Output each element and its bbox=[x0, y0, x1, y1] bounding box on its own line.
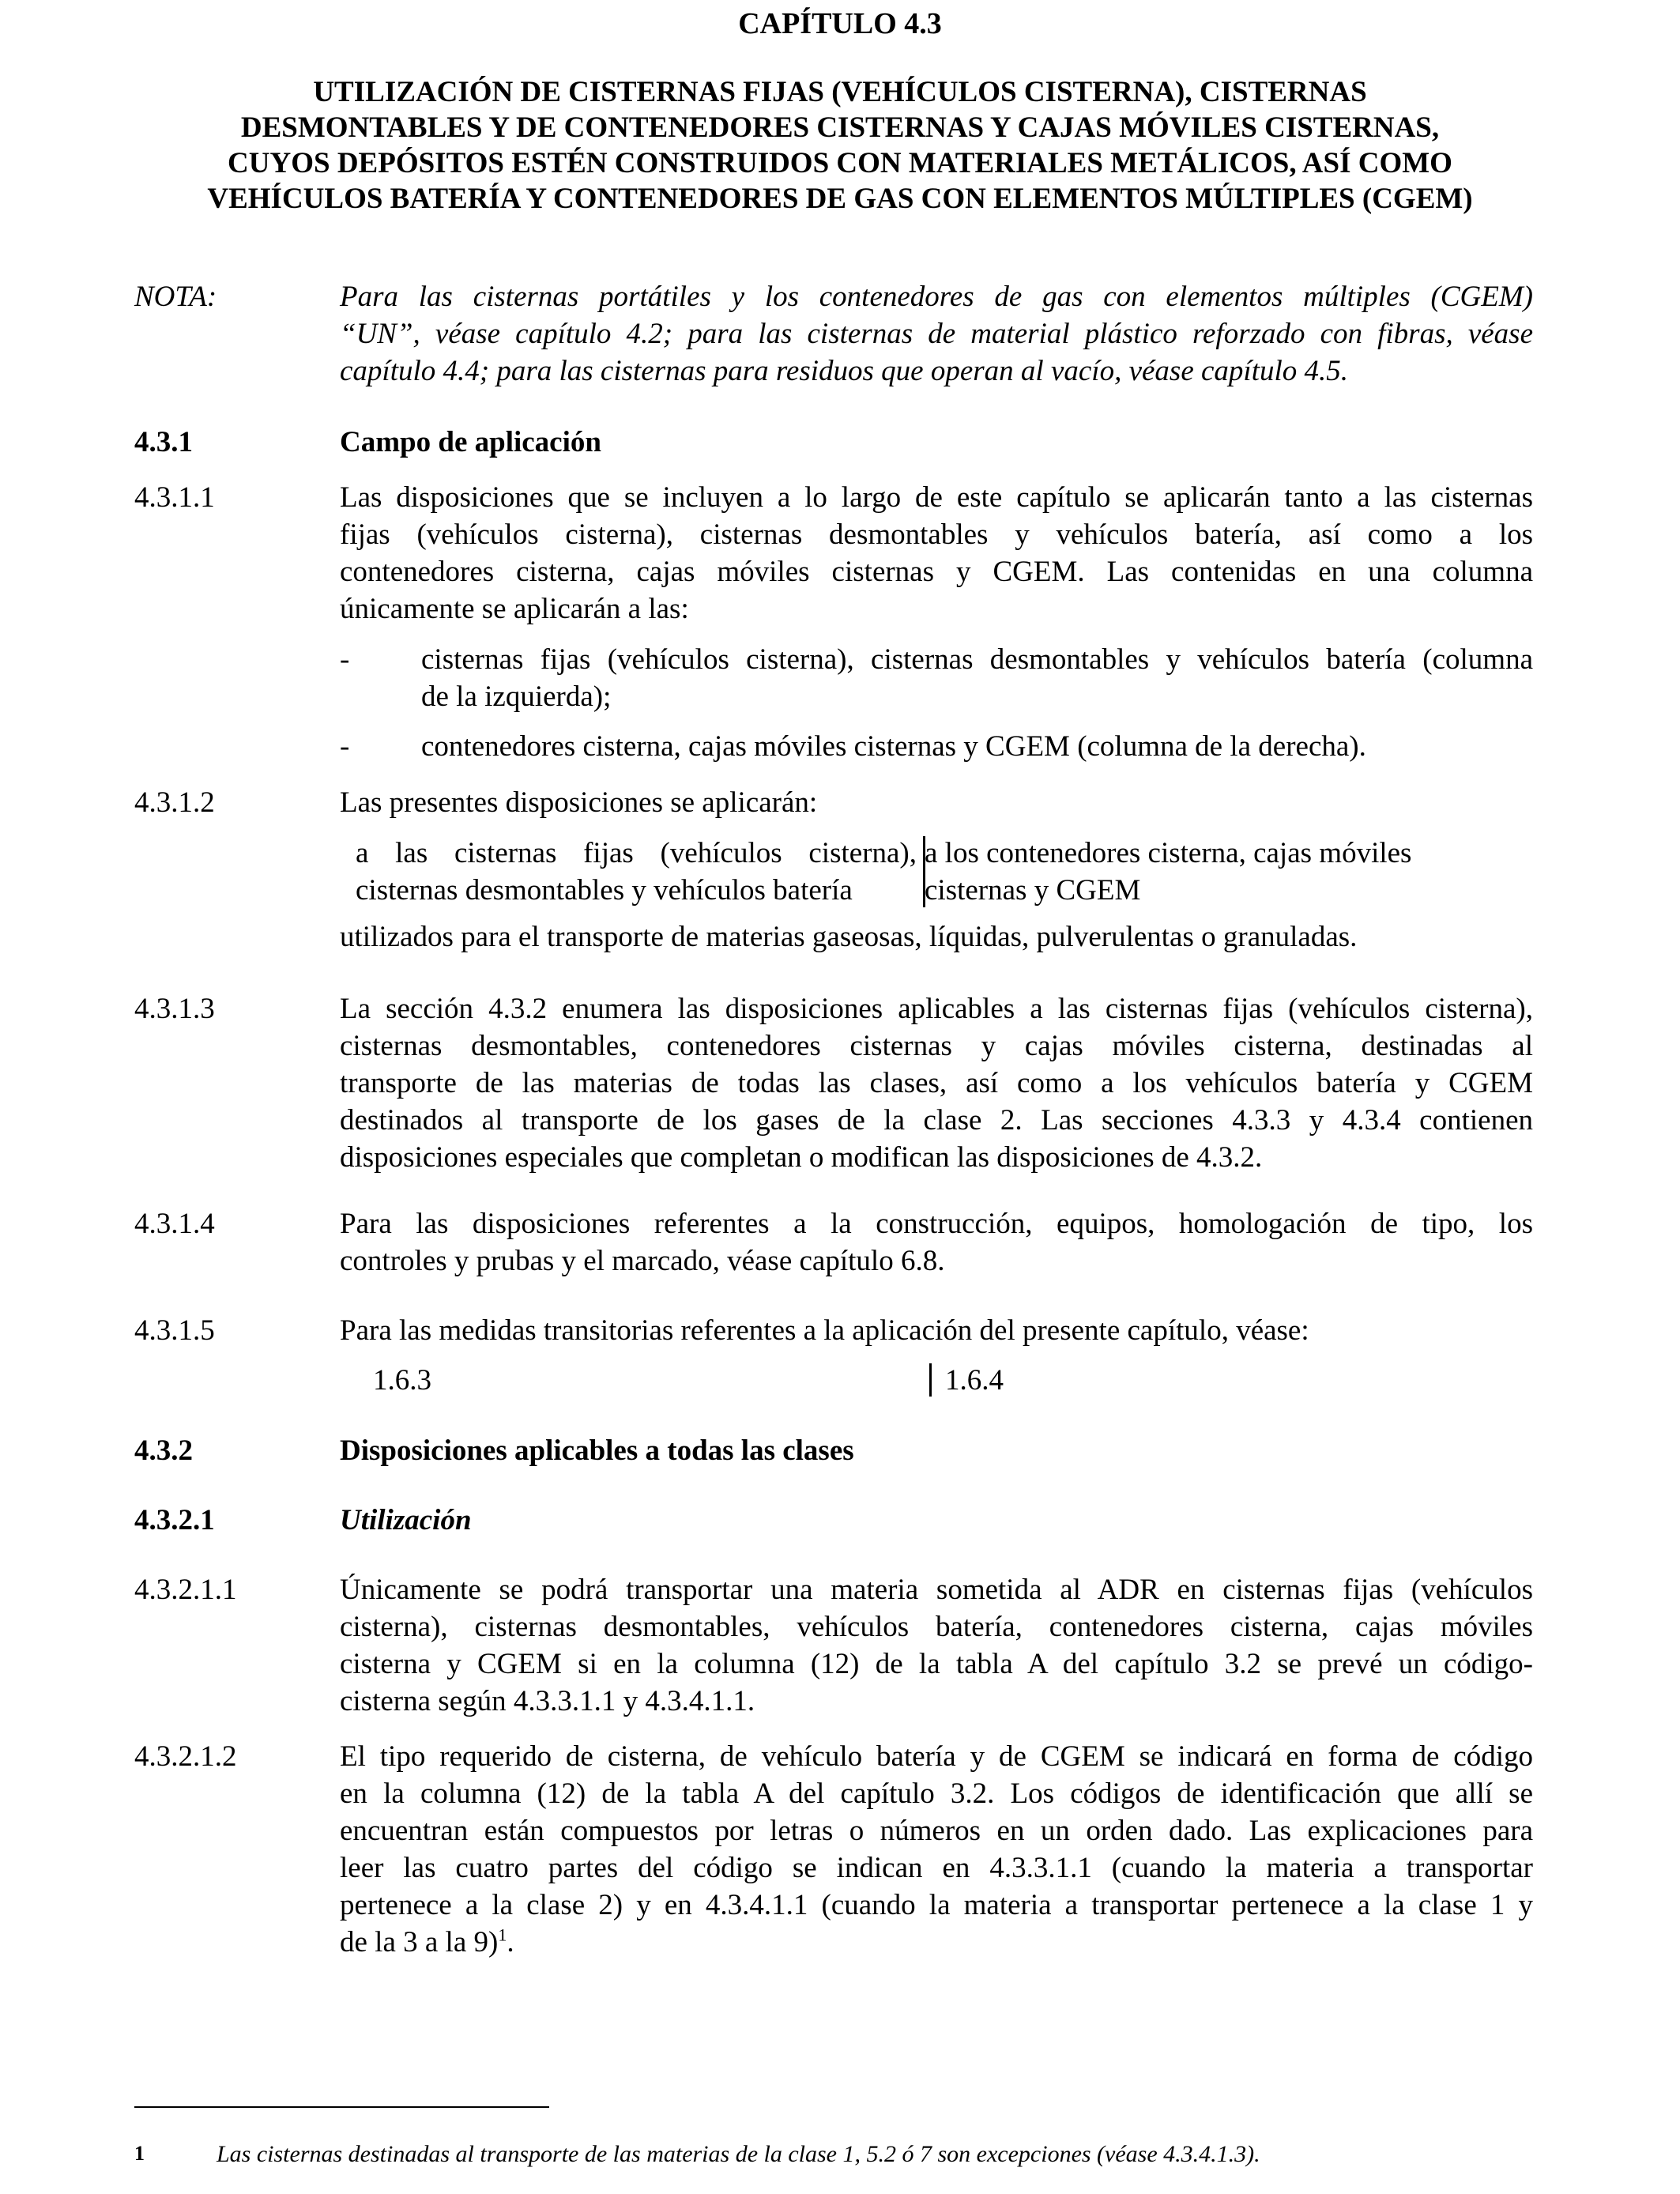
section-number: 4.3.1.4 bbox=[134, 1208, 215, 1240]
heading-line: UTILIZACIÓN DE CISTERNAS FIJAS (VEHÍCULOS CISTERNA), CISTERNAS bbox=[313, 76, 1367, 108]
text-line: leer las cuatro partes del código se indican en 4.3.3.1.1 (cuando la materia a transportar bbox=[340, 1852, 1533, 1884]
text-line bbox=[340, 1924, 1533, 1961]
heading-line: CUYOS DEPÓSITOS ESTÉN CONSTRUIDOS CON MATERIALES METÁLICOS, ASÍ COMO bbox=[228, 147, 1452, 179]
list-item-text: contenedores cisterna, cajas móviles cisternas y CGEM (columna de la derecha). bbox=[421, 730, 1366, 763]
text-line: Las disposiciones que se incluyen a lo largo de este capítulo se aplicarán tanto a las cisternas bbox=[340, 481, 1533, 514]
text-line: cisterna), cisternas desmontables, vehículos batería, contenedores cisterna, cajas móviles bbox=[340, 1611, 1533, 1643]
footnote-number: 1 bbox=[134, 2142, 145, 2165]
footnote-text: Las cisternas destinadas al transporte de las materias de la clase 1, 5.2 ó 7 son excepciones (véase 4.3.4.1.3). bbox=[217, 2141, 1260, 2167]
paragraph bbox=[340, 1738, 1533, 1961]
section-number: 4.3.1.2 bbox=[134, 786, 215, 819]
section-heading: Disposiciones aplicables a todas las clases bbox=[340, 1434, 854, 1467]
paragraph bbox=[340, 1205, 1533, 1280]
paragraph: utilizados para el transporte de materias gaseosas, líquidas, pulverulentas o granuladas. bbox=[340, 921, 1358, 953]
paragraph bbox=[340, 990, 1533, 1176]
section-number: 4.3.1.5 bbox=[134, 1314, 215, 1347]
section-number: 4.3.2.1.2 bbox=[134, 1740, 237, 1773]
text-line: contenedores cisterna, cajas móviles cisternas y CGEM. Las contenidas en una columna bbox=[340, 556, 1533, 588]
text-fragment: . bbox=[507, 1926, 514, 1958]
section-number: 4.3.1 bbox=[134, 426, 193, 458]
text-line: “UN”, véase capítulo 4.2; para las cisternas de material plástico reforzado con fibras, véase bbox=[340, 318, 1533, 350]
text-fragment: de la 3 a la 9) bbox=[340, 1926, 499, 1958]
section-number: 4.3.1.3 bbox=[134, 993, 215, 1025]
footnote-reference[interactable]: 1 bbox=[498, 1924, 507, 1945]
text-line: cisternas desmontables y vehículos batería bbox=[356, 874, 853, 907]
paragraph: Las presentes disposiciones se aplicarán: bbox=[340, 786, 818, 819]
list-item-text bbox=[421, 641, 1533, 715]
note-label: NOTA: bbox=[134, 281, 217, 313]
text-line: cisternas fijas (vehículos cisterna), cisternas desmontables y vehículos batería (columna bbox=[421, 643, 1533, 676]
text-line: destinados al transporte de los gases de la clase 2. Las secciones 4.3.3 y 4.3.4 contienen bbox=[340, 1104, 1533, 1137]
section-number: 4.3.2.1.1 bbox=[134, 1574, 237, 1606]
section-number: 4.3.1.1 bbox=[134, 481, 215, 514]
text-line: transporte de las materias de todas las clases, así como a los vehículos batería y CGEM bbox=[340, 1067, 1533, 1099]
section-number: 4.3.2.1 bbox=[134, 1504, 215, 1536]
text-line: a las cisternas fijas (vehículos cisterna), bbox=[356, 837, 917, 869]
right-column-value: 1.6.4 bbox=[945, 1364, 1004, 1397]
text-line: únicamente se aplicarán a las: bbox=[340, 593, 689, 625]
dash-bullet: - bbox=[340, 643, 350, 676]
text-line: capítulo 4.4; para las cisternas para residuos que operan al vacío, véase capítulo 4.5. bbox=[340, 355, 1349, 387]
text-line: controles y prubas y el marcado, véase capítulo 6.8. bbox=[340, 1245, 945, 1277]
right-column bbox=[925, 835, 1533, 909]
text-line: fijas (vehículos cisterna), cisternas desmontables y vehículos batería, así como a los bbox=[340, 518, 1533, 551]
text-line: a los contenedores cisterna, cajas móviles bbox=[925, 837, 1412, 869]
text-line: de la izquierda); bbox=[421, 680, 612, 713]
text-line: en la columna (12) de la tabla A del capítulo 3.2. Los códigos de identificación que allí se bbox=[340, 1777, 1533, 1810]
text-line: cisternas y CGEM bbox=[925, 874, 1141, 907]
chapter-heading bbox=[0, 74, 1680, 217]
left-column bbox=[356, 835, 917, 909]
section-number: 4.3.2 bbox=[134, 1434, 193, 1467]
footnote-separator bbox=[134, 2106, 549, 2108]
dash-bullet: - bbox=[340, 730, 350, 763]
text-line: Para las disposiciones referentes a la construcción, equipos, homologación de tipo, los bbox=[340, 1208, 1533, 1240]
text-line: Para las cisternas portátiles y los contenedores de gas con elementos múltiples (CGEM) bbox=[340, 281, 1533, 313]
text-line: encuentran están compuestos por letras o números en un orden dado. Las explicaciones para bbox=[340, 1815, 1533, 1847]
paragraph: Para las medidas transitorias referentes a la aplicación del presente capítulo, véase: bbox=[340, 1314, 1309, 1347]
paragraph bbox=[340, 1571, 1533, 1720]
section-heading: Utilización bbox=[340, 1504, 472, 1536]
text-line: La sección 4.3.2 enumera las disposiciones aplicables a las cisternas fijas (vehículos cisterna), bbox=[340, 993, 1533, 1025]
text-line: cisterna y CGEM si en la columna (12) de la tabla A del capítulo 3.2 se prevé un código- bbox=[340, 1648, 1533, 1680]
left-column-value: 1.6.3 bbox=[373, 1364, 431, 1397]
text-line: El tipo requerido de cisterna, de vehículo batería y de CGEM se indicará en forma de código bbox=[340, 1740, 1533, 1773]
section-heading: Campo de aplicación bbox=[340, 426, 601, 458]
heading-line: VEHÍCULOS BATERÍA Y CONTENEDORES DE GAS CON ELEMENTOS MÚLTIPLES (CGEM) bbox=[207, 183, 1473, 215]
text-line: Únicamente se podrá transportar una materia sometida al ADR en cisternas fijas (vehículos bbox=[340, 1574, 1533, 1606]
text-line: disposiciones especiales que completan o modifican las disposiciones de 4.3.2. bbox=[340, 1141, 1263, 1174]
text-line: cisternas desmontables, contenedores cisternas y cajas móviles cisterna, destinadas al bbox=[340, 1030, 1533, 1062]
heading-line: DESMONTABLES Y DE CONTENEDORES CISTERNAS Y CAJAS MÓVILES CISTERNAS, bbox=[240, 111, 1440, 144]
text-line: cisterna según 4.3.3.1.1 y 4.3.4.1.1. bbox=[340, 1685, 755, 1717]
text-line: pertenece a la clase 2) y en 4.3.4.1.1 (cuando la materia a transportar pertenece a la clase 1 y bbox=[340, 1889, 1533, 1921]
chapter-title: CAPÍTULO 4.3 bbox=[738, 7, 942, 40]
paragraph bbox=[340, 479, 1533, 628]
note-text bbox=[340, 278, 1533, 390]
column-divider bbox=[929, 1363, 932, 1397]
